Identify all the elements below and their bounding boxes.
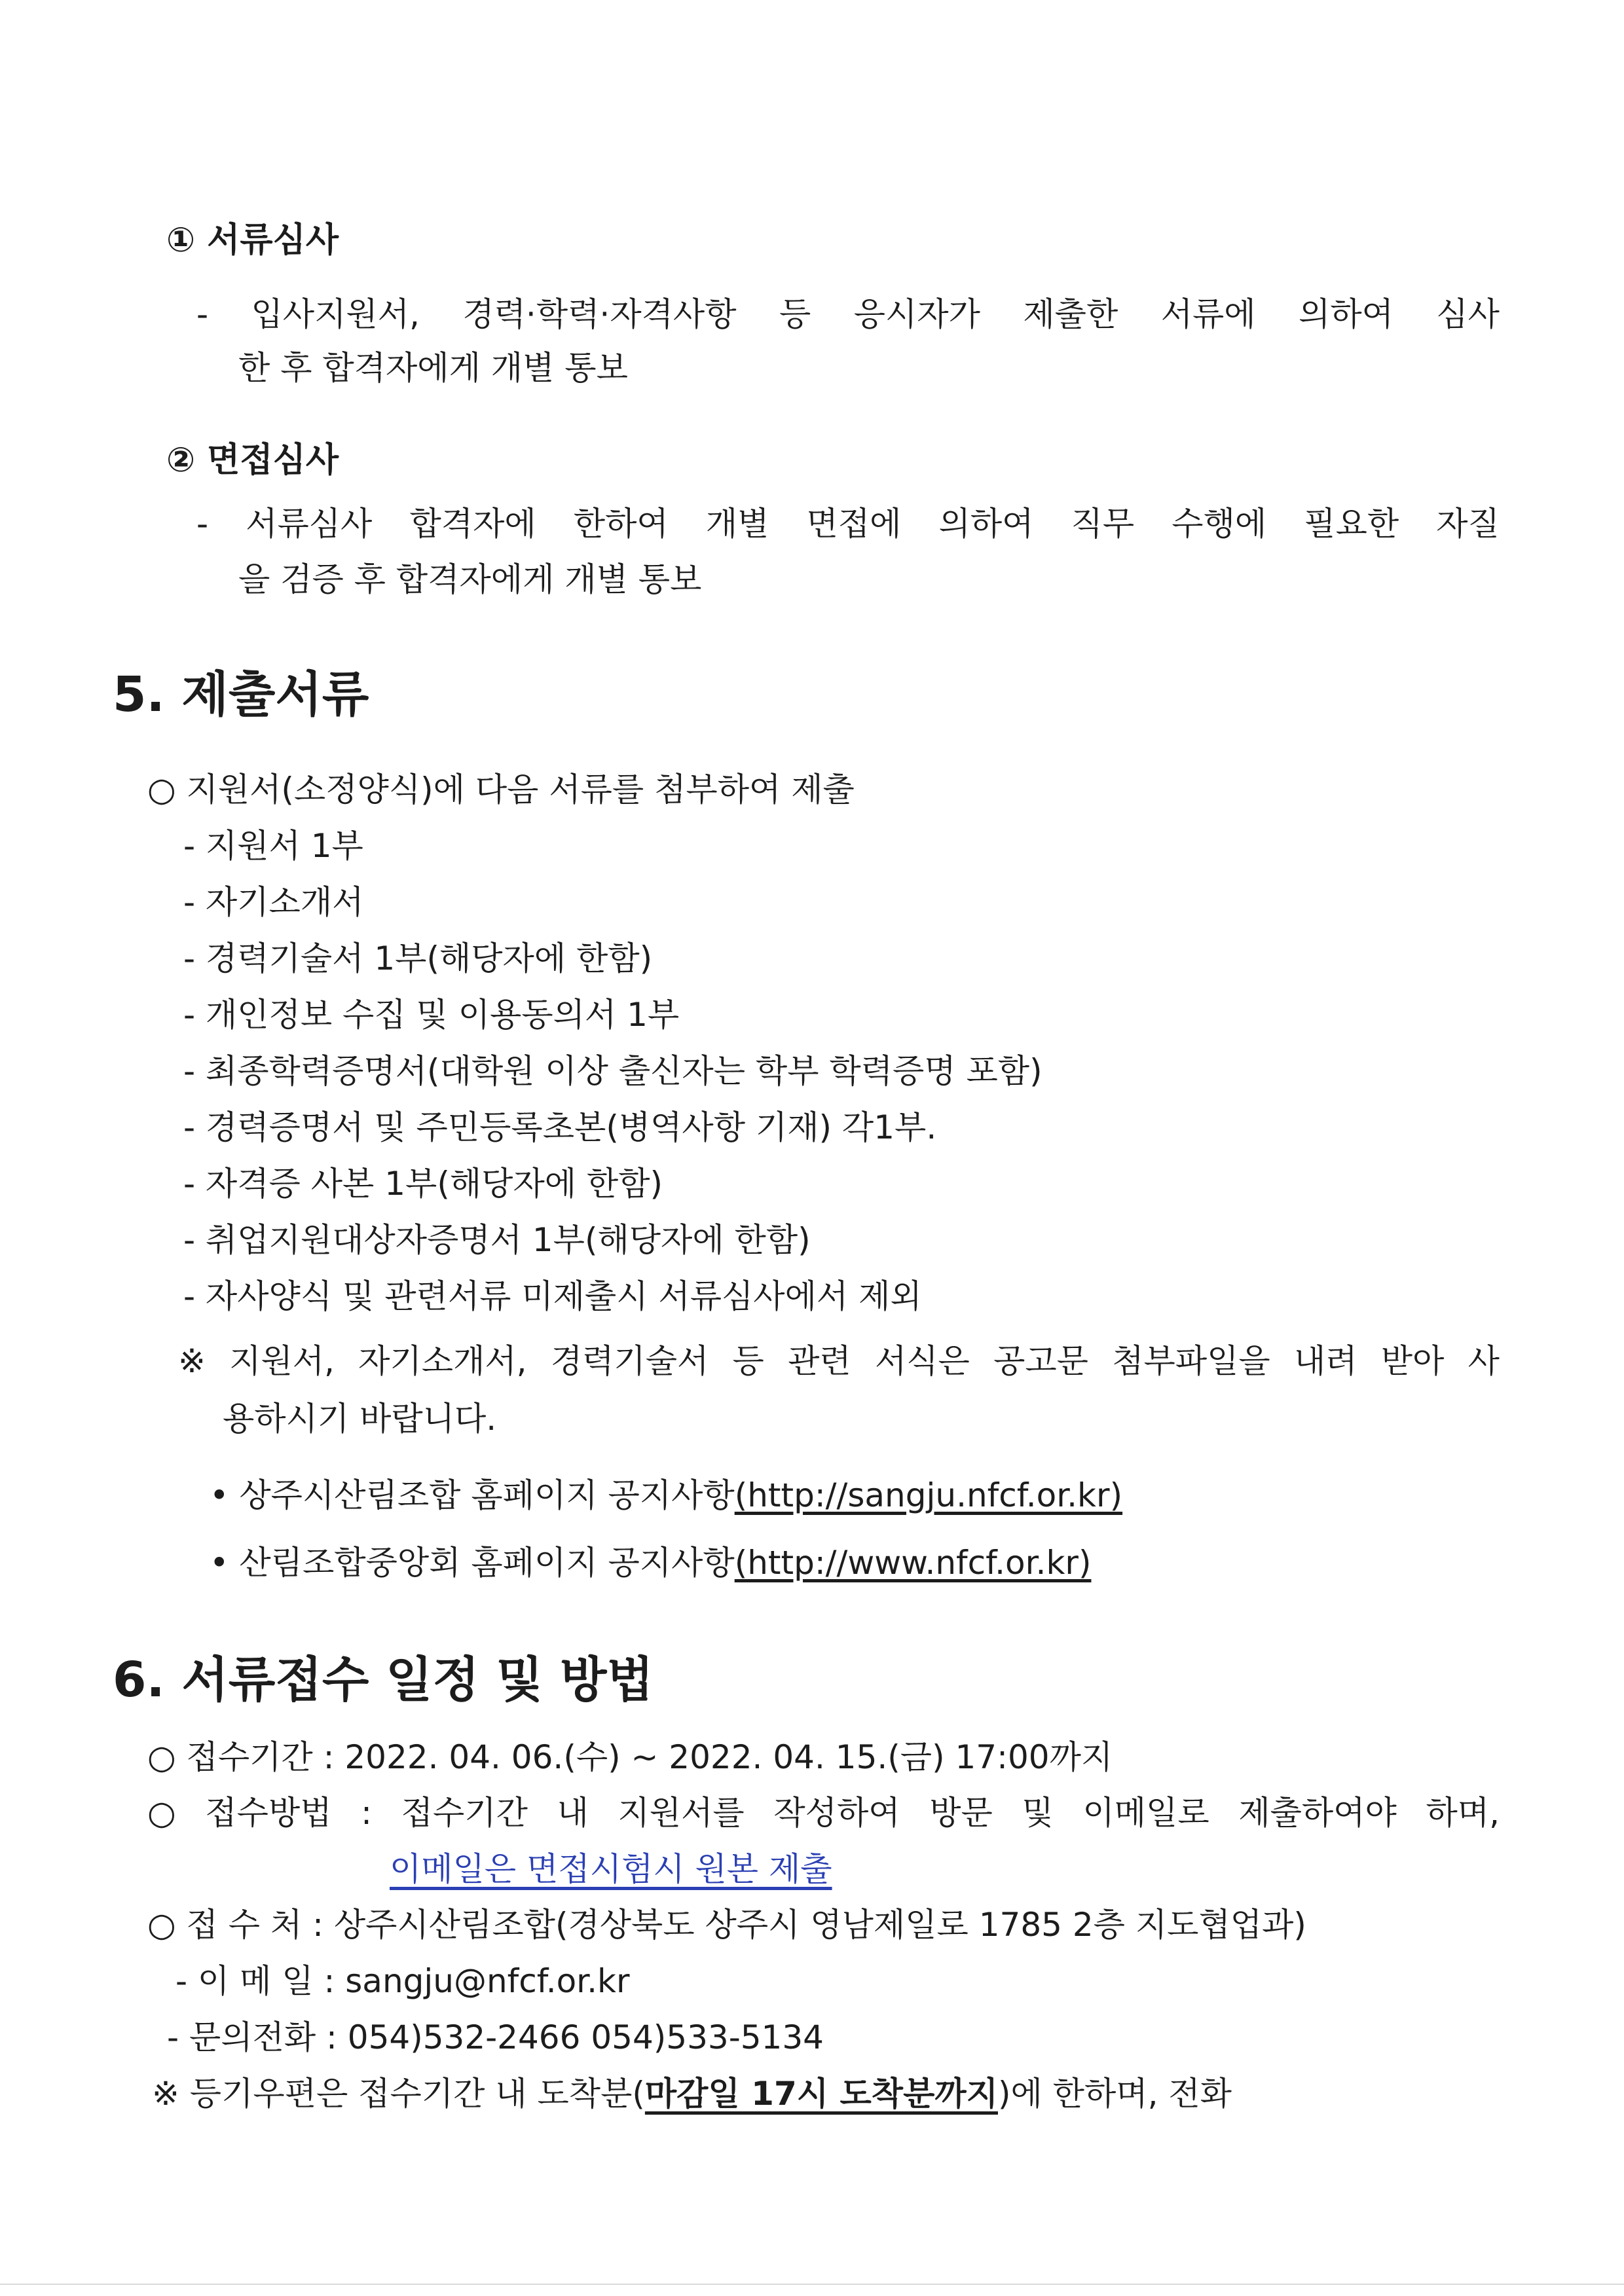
word: 등	[732, 1342, 764, 1380]
sangju-homepage-link[interactable]: (http://sangju.nfcf.or.kr)	[734, 1476, 1123, 1514]
word: 의하여	[1299, 295, 1393, 333]
word: 및	[1022, 1794, 1054, 1832]
nfcf-homepage-link[interactable]: (http://www.nfcf.or.kr)	[734, 1544, 1092, 1582]
email-original-note: 이메일은 면접시험시 원본 제출	[390, 1850, 832, 1888]
word: 면접에	[806, 505, 902, 543]
interview-review-line-2: 을 검증 후 합격자에게 개별 통보	[238, 560, 702, 598]
word: 내려	[1293, 1342, 1357, 1380]
section-5-title: 5. 제출서류	[113, 666, 369, 723]
word: 직무	[1071, 505, 1135, 543]
word: 경력·학력·자격사항	[462, 295, 737, 333]
link-label-sangju: • 상주시산림조합 홈페이지 공지사항	[210, 1476, 735, 1514]
document-list-item: - 취업지원대상자증명서 1부(해당자에 한함)	[183, 1221, 811, 1259]
word: 받아	[1380, 1342, 1445, 1380]
word: 서식은	[874, 1342, 970, 1380]
word: 작성하여	[773, 1794, 900, 1832]
word: 하며,	[1426, 1794, 1500, 1832]
forms-note-line-1	[178, 1341, 1500, 1381]
word: -	[196, 295, 209, 333]
contact-email: - 이 메 일 : sangju@nfcf.or.kr	[175, 1962, 630, 2000]
word: 합격자에	[409, 505, 536, 543]
word: 자기소개서,	[358, 1342, 527, 1380]
word: -	[196, 505, 209, 543]
subsection-title-interview-review: ② 면접심사	[166, 441, 339, 480]
document-list-item: - 개인정보 수집 및 이용동의서 1부	[183, 996, 680, 1034]
word: 관련	[788, 1342, 851, 1380]
word: 첨부파일을	[1112, 1342, 1270, 1380]
reception-place: ○ 접 수 처 : 상주시산림조합(경상북도 상주시 영남제일로 1785 2층 지도협업과)	[147, 1906, 1306, 1944]
word: 자질	[1436, 505, 1500, 543]
section-5-intro: ○ 지원서(소정양식)에 다음 서류를 첨부하여 제출	[147, 771, 855, 809]
link-line-sangju	[210, 1476, 1122, 1515]
word: 등	[779, 295, 811, 333]
link-line-nfcf	[210, 1543, 1091, 1582]
word: 의하여	[938, 505, 1034, 543]
document-list-item: - 자격증 사본 1부(해당자에 한함)	[183, 1165, 663, 1203]
interview-review-line-1	[196, 504, 1500, 543]
word: 서류심사	[246, 505, 373, 543]
word: 내	[557, 1794, 589, 1832]
word: 응시자가	[853, 295, 980, 333]
document-list-item: - 지원서 1부	[183, 827, 363, 865]
word: 서류에	[1160, 295, 1256, 333]
document-list-item: - 경력기술서 1부(해당자에 한함)	[183, 939, 653, 977]
word: 한하여	[573, 505, 669, 543]
word: 지원서를	[618, 1794, 745, 1832]
word: 접수방법	[205, 1794, 332, 1832]
word: 이메일로	[1082, 1794, 1209, 1832]
link-label-nfcf: • 산림조합중앙회 홈페이지 공지사항	[210, 1544, 735, 1582]
word: 필요한	[1304, 505, 1399, 543]
word: 경력기술서	[550, 1342, 709, 1380]
document-review-line-2: 한 후 합격자에게 개별 통보	[238, 349, 628, 387]
document-list-item: - 최종학력증명서(대학원 이상 출신자는 학부 학력증명 포함)	[183, 1052, 1043, 1090]
section-6-title: 6. 서류접수 일정 및 방법	[113, 1652, 654, 1708]
word: ○	[147, 1794, 176, 1832]
word: 개별	[705, 505, 769, 543]
word: 공고문	[993, 1342, 1088, 1380]
word: 심사	[1436, 295, 1500, 333]
word: 수행에	[1172, 505, 1267, 543]
word: 방문	[929, 1794, 993, 1832]
reception-method	[147, 1793, 1500, 1832]
registered-mail-note	[152, 2074, 1232, 2113]
reception-period: ○ 접수기간 : 2022. 04. 06.(수) ~ 2022. 04. 15.(금) 17:00까지	[147, 1738, 1113, 1776]
subsection-title-document-review: ① 서류심사	[166, 221, 339, 260]
word: ※	[178, 1342, 206, 1380]
word: 제출하여야	[1238, 1794, 1397, 1832]
word: 사	[1467, 1342, 1500, 1380]
contact-phone: - 문의전화 : 054)532-2466 054)533-5134	[167, 2018, 824, 2056]
word: :	[361, 1794, 373, 1832]
forms-note-line-2: 용하시기 바랍니다.	[223, 1400, 497, 1438]
registered-mail-note-prefix: ※ 등기우편은 접수기간 내 도착분(	[152, 2075, 645, 2113]
word: 제출한	[1023, 295, 1118, 333]
word: 지원서,	[229, 1342, 335, 1380]
word: 접수기간	[401, 1794, 528, 1832]
word: 입사지원서,	[251, 295, 420, 333]
document-list-item: - 자기소개서	[183, 883, 364, 921]
deadline-emphasis: 마감일 17시 도착분까지	[644, 2075, 998, 2113]
document-review-line-1	[196, 295, 1500, 334]
scan-edge-line	[0, 2284, 1624, 2285]
document-list-item: - 경력증명서 및 주민등록초본(병역사항 기재) 각1부.	[183, 1108, 937, 1146]
registered-mail-note-suffix: )에 한하며, 전화	[997, 2075, 1232, 2113]
document-list-item: - 자사양식 및 관련서류 미제출시 서류심사에서 제외	[183, 1277, 922, 1315]
